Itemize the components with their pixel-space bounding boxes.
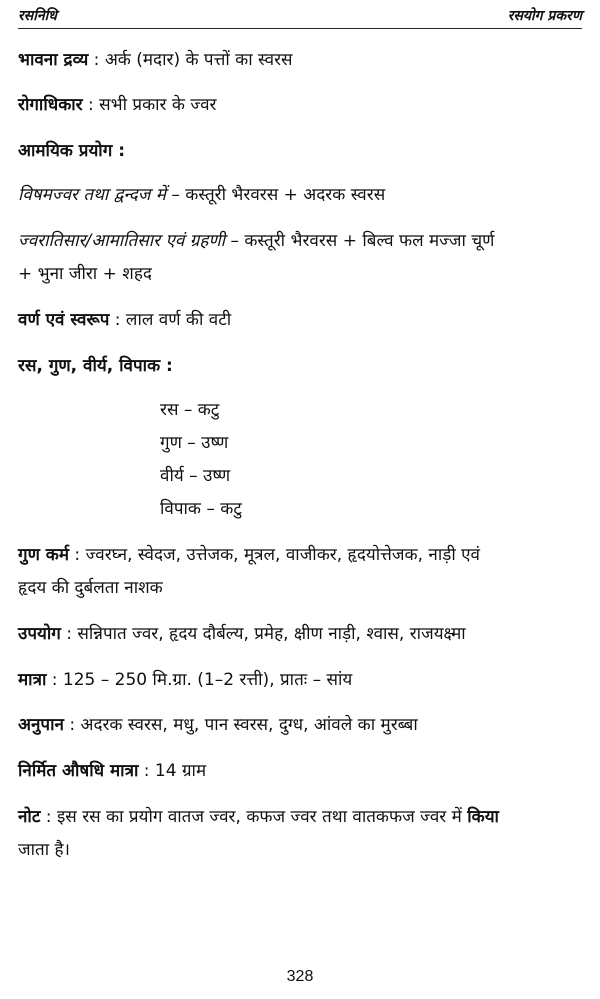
note-text-bold: किया [467,807,499,827]
rasa-guna-label: रस, गुण, वीर्य, विपाक [18,356,161,376]
upayog-line [18,622,582,646]
gunakarma-text-cont: हृदय की दुर्बलता नाशक [18,578,163,598]
rogadhikar-line [18,93,582,117]
anupan-label: अनुपान [18,715,64,735]
note-line-cont [18,838,582,862]
gunakarma-line [18,543,582,567]
property-virya: वीर्य – उष्ण [160,466,231,486]
separator: : [46,670,63,690]
separator: : [69,545,86,565]
property-vipak: विपाक – कटु [160,499,242,519]
header-chapter-title: रसयोग प्रकरण [507,8,582,24]
jwaratisar-line [18,229,582,253]
separator: : [63,715,81,735]
varna-label: वर्ण एवं स्वरूप [18,310,110,330]
nirmit-line [18,759,582,783]
anupan-text: अदरक स्वरस, मधु, पान स्वरस, दुग्ध, आंवले का मुरब्बा [80,715,418,735]
amayik-prayog-heading [18,139,582,163]
header-book-title: रसनिधि [18,8,57,24]
varna-text: लाल वर्ण की वटी [125,310,232,330]
separator: : [82,95,100,115]
gunakarma-text: ज्वरघ्न, स्वेदज, उत्तेजक, मूत्रल, वाजीकर, हृदयोत्तेजक, नाड़ी एवं [85,545,480,565]
bhavana-dravya-label: भावना द्रव्य [18,50,89,70]
rogadhikar-text: सभी प्रकार के ज्वर [99,95,217,115]
separator: : [138,761,155,781]
nirmit-label: निर्मित औषधि मात्रा [18,761,139,781]
note-label: नोट [18,807,41,827]
separator: : [160,356,173,376]
upayog-label: उपयोग [18,624,61,644]
separator: : [40,807,57,827]
anupan-line [18,713,582,737]
upayog-text: सन्निपात ज्वर, हृदय दौर्बल्य, प्रमेह, क्षीण नाड़ी, श्वास, राजयक्ष्मा [77,624,466,644]
nirmit-text: 14 ग्राम [154,761,207,781]
matra-text: 125 – 250 मि.ग्रा. (1–2 रत्ती), प्रातः – सांय [62,670,353,690]
separator: : [112,141,126,161]
matra-label: मात्रा [18,670,47,690]
page-number: 328 [286,968,314,985]
bhavana-dravya-line [18,48,582,72]
jwaratisar-remedy: – कस्तूरी भैरवरस + बिल्व फल मज्जा चूर्ण [225,231,495,251]
rasa-guna-heading [18,354,582,378]
running-header [18,4,582,29]
vishamjwar-line [18,183,582,207]
gunakarma-label: गुण कर्म [18,545,70,565]
varna-line [18,308,582,332]
rogadhikar-label: रोगाधिकार [18,95,83,115]
property-rasa: रस – कटु [160,400,220,420]
jwaratisar-remedy-cont: + भुना जीरा + शहद [18,264,152,284]
vishamjwar-condition: विषमज्वर तथा द्वन्दज में [18,185,166,205]
separator: : [60,624,78,644]
jwaratisar-line-cont [18,262,582,286]
note-line [18,805,582,829]
amayik-prayog-label: आमयिक प्रयोग [18,141,113,161]
separator: : [109,310,126,330]
bhavana-dravya-text: अर्क (मदार) के पत्तों का स्वरस [104,50,293,70]
separator: : [88,50,105,70]
matra-line [18,668,582,692]
vishamjwar-remedy: – कस्तूरी भैरवरस + अदरक स्वरस [165,185,386,205]
gunakarma-line-cont [18,576,582,600]
property-guna: गुण – उष्ण [160,433,229,453]
jwaratisar-condition: ज्वरातिसार/आमातिसार एवं ग्रहणी [18,231,226,251]
note-text: इस रस का प्रयोग वातज ज्वर, कफज ज्वर तथा वातकफज ज्वर में [56,807,468,827]
note-text-cont: जाता है। [18,840,70,860]
